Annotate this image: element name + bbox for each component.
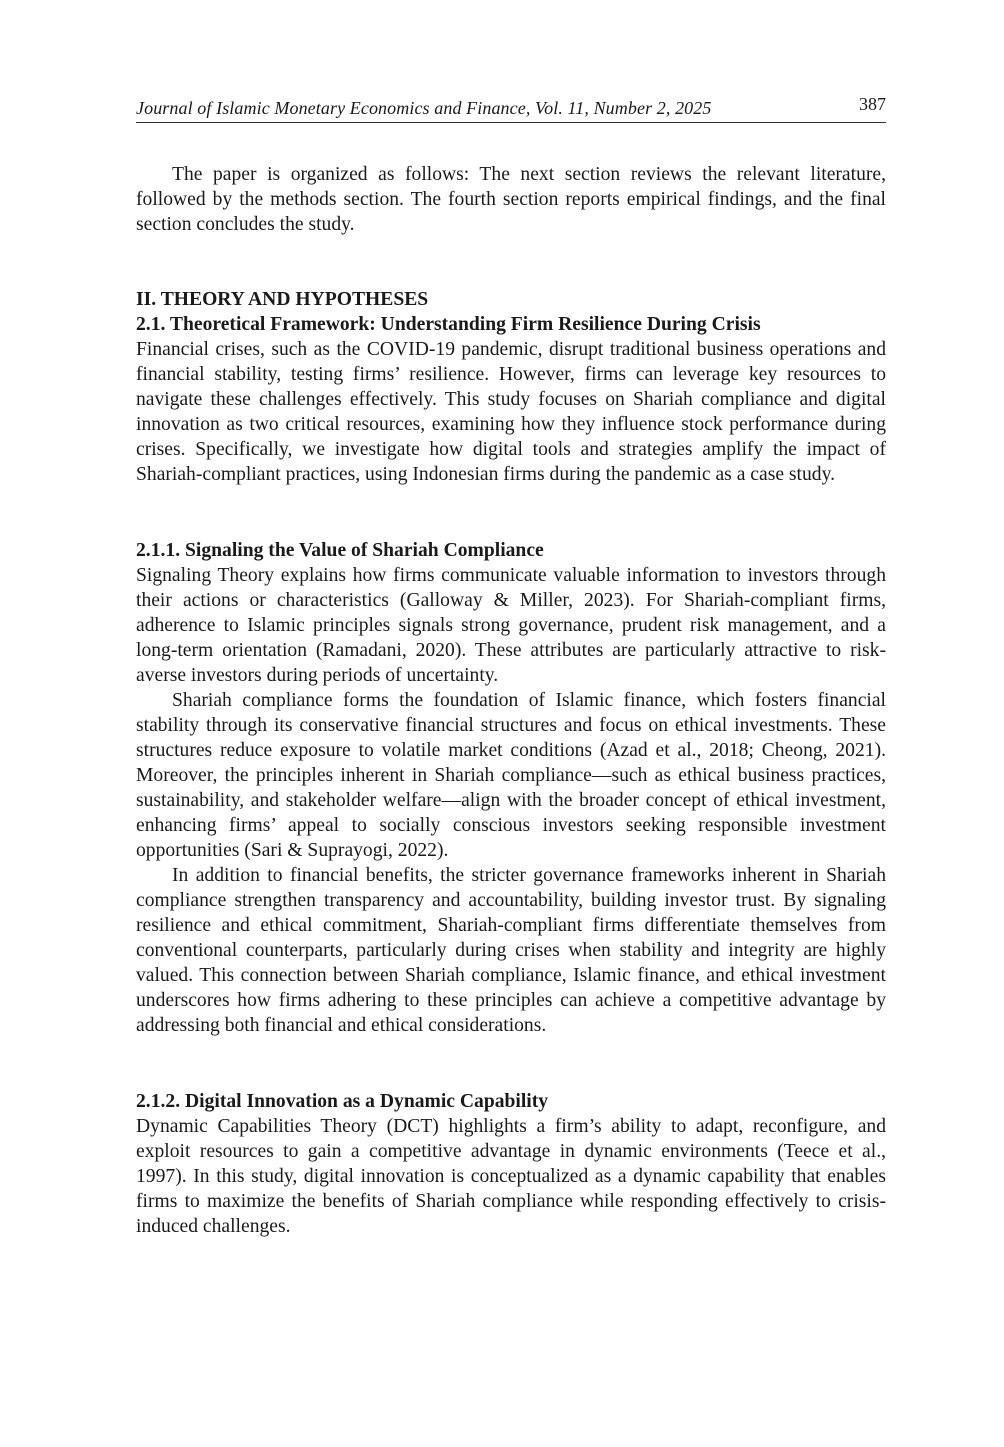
page-number: 387 [859, 94, 886, 114]
subsection-heading-2-1-1: 2.1.1. Signaling the Value of Shariah Compliance [136, 540, 544, 561]
paragraph-2-1: Financial crises, such as the COVID-19 pandemic, disrupt traditional business operations and financial stability, testing firms’ resilience. However, firms can leverage key resources to navigate these challenges effectively. This study focuses on Shariah compliance and digital innovation as two critical resources, examining how they influence stock performance during crises. Specifically, we investigate how digital tools and strategies amplify the impact of Shariah-compliant practices, using Indonesian firms during the pandemic as a case study. [136, 339, 886, 485]
paragraph-2-1-2: Dynamic Capabilities Theory (DCT) highlights a firm’s ability to adapt, reconfigure, and exploit resources to gain a competitive advantage in dynamic environments (Teece et al., 1997). In this study, digital innovation is conceptualized as a dynamic capability that enables firms to maximize the benefits of Shariah compliance while responding effectively to crisis-induced challenges. [136, 1116, 886, 1237]
spacer [136, 487, 886, 538]
spacer [136, 1038, 886, 1089]
running-header [136, 96, 886, 123]
paragraph-2-1-1-b: Shariah compliance forms the foundation of Islamic finance, which fosters financial stability through its conservative financial structures and focus on ethical investments. These structures reduce exposure to volatile market conditions (Azad et al., 2018; Cheong, 2021). Moreover, the principles inherent in Shariah compliance—such as ethical business practices, sustainability, and stakeholder welfare—align with the broader concept of ethical investment, enhancing firms’ appeal to socially conscious investors seeking responsible investment opportunities (Sari & Suprayogi, 2022). [136, 690, 886, 861]
page-body [136, 162, 886, 1239]
section-heading: II. THEORY AND HYPOTHESES [136, 289, 429, 310]
paragraph-2-1-1-a: Signaling Theory explains how firms communicate valuable information to investors through their actions or characteristics (Galloway & Miller, 2023). For Shariah-compliant firms, adherence to Islamic principles signals strong governance, prudent risk management, and a long-term orientation (Ramadani, 2020). These attributes are particularly attractive to risk-averse investors during periods of uncertainty. [136, 565, 886, 686]
intro-paragraph: The paper is organized as follows: The next section reviews the relevant literature, followed by the methods section. The fourth section reports empirical findings, and the final section concludes the study. [136, 164, 886, 235]
paragraph-2-1-1-c: In addition to financial benefits, the stricter governance frameworks inherent in Shariah compliance strengthen transparency and accountability, building investor trust. By signaling resilience and ethical commitment, Shariah-compliant firms differentiate themselves from conventional counterparts, particularly during crises when stability and integrity are highly valued. This connection between Shariah compliance, Islamic finance, and ethical investment underscores how firms adhering to these principles can achieve a competitive advantage by addressing both financial and ethical considerations. [136, 865, 886, 1036]
subsection-heading-2-1-2: 2.1.2. Digital Innovation as a Dynamic Capability [136, 1091, 549, 1112]
subsection-heading-2-1: 2.1. Theoretical Framework: Understanding Firm Resilience During Crisis [136, 314, 761, 335]
spacer [136, 237, 886, 287]
journal-title: Journal of Islamic Monetary Economics and Finance, Vol. 11, Number 2, 2025 [136, 98, 712, 118]
